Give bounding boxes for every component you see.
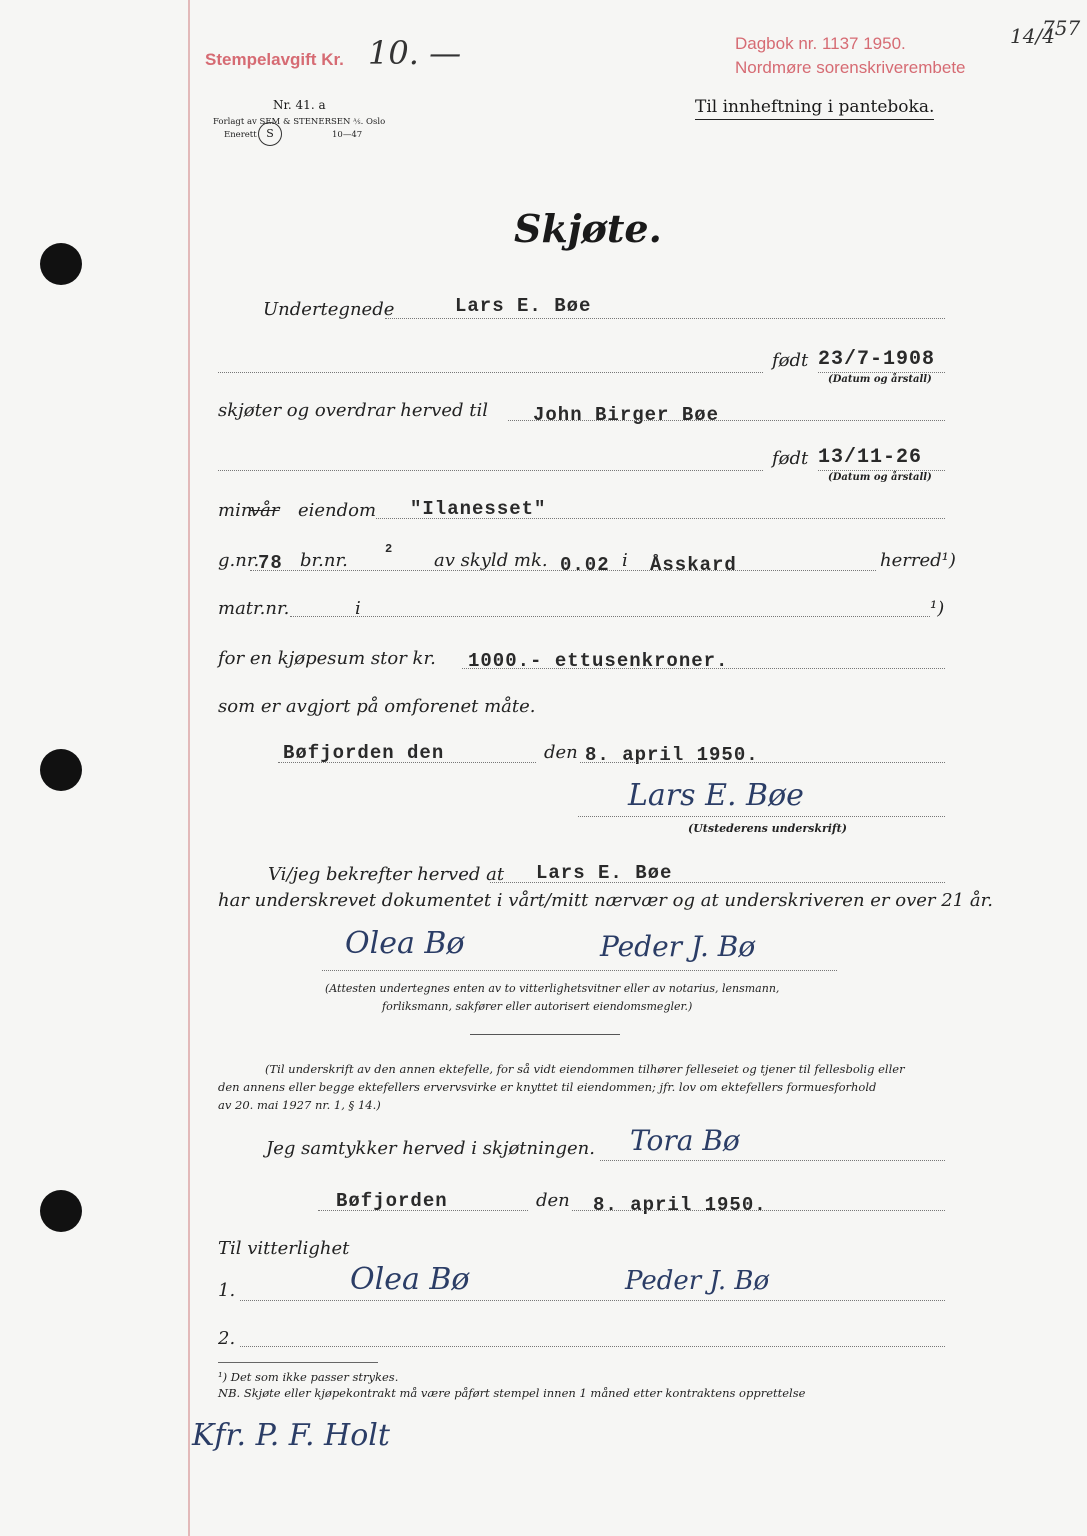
dotted-line <box>240 1346 945 1347</box>
clerk-signature: Kfr. P. F. Holt <box>192 1418 390 1453</box>
brnr-value: 2 <box>385 542 394 556</box>
footnote-divider <box>218 1362 378 1363</box>
divider <box>470 1034 620 1035</box>
omforenet-label: som er avgjort på omforenet måte. <box>218 696 536 717</box>
seller-signature: Lars E. Bøe <box>628 778 804 813</box>
vitterlighet-label: Til vitterlighet <box>218 1238 350 1259</box>
datum-caption: (Datum og årstall) <box>828 472 932 483</box>
attest-note-1: (Attesten undertegnes enten av to vitterlighetsvitner eller av notarius, lensmann, <box>325 982 780 995</box>
municipality: Åsskard <box>650 554 737 576</box>
dotted-line <box>462 668 945 669</box>
publisher-line: Forlagt av SEM & STENERSEN ⅍. Oslo <box>213 117 386 127</box>
den-label: den <box>536 1190 570 1211</box>
gnr-label: g.nr. <box>218 550 260 571</box>
dotted-line <box>322 970 837 971</box>
property-name: "Ilanesset" <box>410 498 547 520</box>
dotted-line <box>290 616 930 617</box>
spouse-note-2: den annens eller begge ektefellers ervervsvirke er knyttet til eiendommen; jfr. lov om ektefellers formuesforhold <box>218 1080 877 1094</box>
consent-date: 8. april 1950. <box>593 1194 767 1216</box>
dotted-line <box>376 518 945 519</box>
seller-name: Lars E. Bøe <box>455 295 592 317</box>
var-label-struck: vår <box>250 500 280 521</box>
dotted-line <box>318 1210 528 1211</box>
nb-note: NB. Skjøte eller kjøpekontrakt må være påført stempel innen 1 måned etter kontraktens opprettelse <box>218 1386 806 1400</box>
dotted-line <box>218 470 763 471</box>
header-binding-note: Til innheftning i panteboka. <box>695 97 934 120</box>
dotted-line <box>278 762 536 763</box>
punch-hole <box>40 1190 82 1232</box>
i-label: i <box>622 550 628 571</box>
spouse-note-1: (Til underskrift av den annen ektefelle, for så vidt eiendommen tilhører felleseiet og tjener til fellesbolig eller <box>265 1062 905 1076</box>
witness-number-1: 1. <box>218 1280 236 1301</box>
attest-label: Vi/jeg bekrefter herved at <box>268 864 505 885</box>
datum-caption: (Datum og årstall) <box>828 374 932 385</box>
dotted-line <box>218 372 763 373</box>
skjoter-label: skjøter og overdrar herved til <box>218 400 488 421</box>
seller-birthdate: 23/7-1908 <box>818 348 936 371</box>
buyer-birthdate: 13/11-26 <box>818 446 923 469</box>
dotted-line <box>600 1160 945 1161</box>
publisher-enerett: Enerett <box>224 130 257 140</box>
min-label: min <box>218 500 253 521</box>
consent-label: Jeg samtykker herved i skjøtningen. <box>266 1138 595 1159</box>
red-margin-line <box>188 0 190 1536</box>
form-number: Nr. 41. a <box>273 98 326 112</box>
skyld-label: av skyld mk. <box>434 550 548 571</box>
witness-signature-2: Peder J. Bø <box>600 930 756 963</box>
dotted-line <box>385 318 945 319</box>
eiendom-label: eiendom <box>298 500 377 521</box>
attest-note-2: forliksmann, sakfører eller autorisert eiendomsmegler.) <box>382 1000 693 1013</box>
dotted-line <box>818 372 945 373</box>
matr-i-label: i <box>355 598 361 619</box>
place-date-line: Bøfjorden den <box>283 742 445 764</box>
herred-label: herred¹) <box>880 550 956 571</box>
document-title: Skjøte. <box>514 206 662 251</box>
brnr-label: br.nr. <box>300 550 348 571</box>
issue-date: 8. april 1950. <box>585 744 759 766</box>
skyld-value: 0.02 <box>560 554 610 576</box>
publisher-logo-icon: S <box>258 122 282 146</box>
stamp-fee-label: Stempelavgift Kr. <box>205 50 344 69</box>
dotted-line <box>580 762 945 763</box>
punch-hole <box>40 243 82 285</box>
witness-line-signature-1: Olea Bø <box>350 1262 470 1297</box>
dotted-line <box>490 882 945 883</box>
dotted-line <box>250 570 876 571</box>
punch-hole <box>40 749 82 791</box>
fodt-label: født <box>772 350 809 371</box>
spouse-note-3: av 20. mai 1927 nr. 1, § 14.) <box>218 1098 381 1112</box>
stamp-fee-value: 10. — <box>368 34 462 72</box>
fodt-label: født <box>772 448 809 469</box>
purchase-price: 1000.- ettusenkroner. <box>468 650 729 672</box>
diary-handwritten-date: 14/4 <box>1010 24 1055 48</box>
dotted-line <box>578 816 945 817</box>
dotted-line <box>240 1300 945 1301</box>
spouse-signature: Tora Bø <box>630 1124 740 1157</box>
diary-number: Dagbok nr. 1137 1950. <box>735 34 906 53</box>
dotted-line <box>818 470 945 471</box>
matr-footnote: ¹) <box>930 598 945 619</box>
attest-statement: har underskrevet dokumentet i vårt/mitt nærvær og at underskriveren er over 21 år. <box>218 890 993 911</box>
witness-number-2: 2. <box>218 1328 236 1349</box>
footnote: ¹) Det som ikke passer strykes. <box>218 1370 399 1384</box>
dotted-line <box>572 1210 945 1211</box>
attest-name: Lars E. Bøe <box>536 862 673 884</box>
witness-signature-1: Olea Bø <box>345 926 465 961</box>
undertegnede-label: Undertegnede <box>263 299 395 320</box>
buyer-name: John Birger Bøe <box>533 404 720 426</box>
consent-place: Bøfjorden <box>336 1190 448 1212</box>
witness-line-signature-2: Peder J. Bø <box>625 1266 770 1296</box>
matrnr-label: matr.nr. <box>218 598 290 619</box>
corner-number: 757 <box>1042 16 1081 40</box>
publisher-date: 10—47 <box>332 130 363 140</box>
utstederens-caption: (Utstederens underskrift) <box>688 822 847 835</box>
court-office-stamp: Nordmøre sorenskriverembete <box>735 58 966 77</box>
kjopesum-label: for en kjøpesum stor kr. <box>218 648 436 669</box>
dotted-line <box>508 420 945 421</box>
den-label: den <box>544 742 578 763</box>
gnr-value: 78 <box>258 552 283 574</box>
